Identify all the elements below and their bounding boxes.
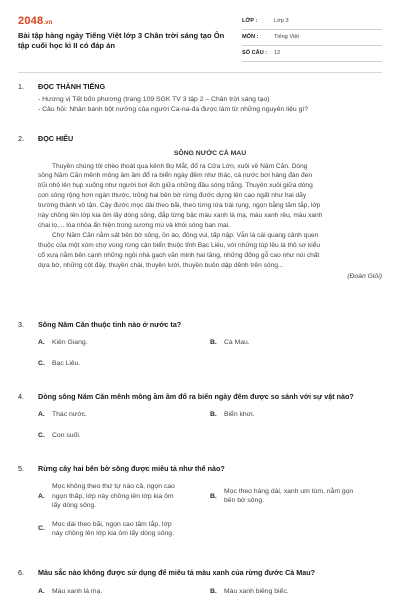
passage-line: thuộc của một xóm chợ vùng rừng cận biển thuộc tỉnh Bạc Liêu, với những túp lều lá thô sơ kiểu: [38, 241, 321, 249]
passage-line: dựa bờ, những cột đáy, thuyền chài, thuyền lưới, thuyền buôn dập dềnh trên sóng...: [38, 261, 284, 269]
title-line: Bài tập hàng ngày Tiếng Việt lớp 3 Chân trời sáng tạo Ôn: [18, 31, 225, 40]
option-letter: B.: [210, 339, 217, 347]
option-line: Mọc không theo thứ tự nào cả, ngọn cao: [52, 483, 175, 491]
option-line: Mọc theo hàng dài, xanh um tùm, nằm gọn: [224, 487, 354, 495]
logo-suffix: .vn: [43, 20, 53, 26]
passage-line: con sông rộng hơn ngàn thước, trông hai bên bờ rừng đước dựng lên cao ngất như hai dãy: [38, 192, 307, 200]
question-title: Màu sắc nào không được sử dụng để miêu tả màu xanh của rừng đước Cà Mau?: [38, 568, 316, 577]
question-line: - Câu hỏi: Nhân bánh bột nướng của người Ca-na-đa được làm từ những nguyên liệu gì?: [38, 105, 309, 113]
option-a[interactable]: [38, 587, 210, 597]
meta-label: SỐ CÂU :: [242, 50, 268, 57]
option-text: Bạc Liêu.: [52, 359, 81, 367]
option-letter: A.: [38, 588, 45, 596]
question-title: Sông Năm Căn thuộc tỉnh nào ở nước ta?: [38, 320, 182, 329]
passage-line: Thuyền chúng tôi chèo thoát qua kênh Bọ Mắt, đổ ra Cửa Lớn, xuôi về Năm Căn. Dòng: [52, 162, 308, 170]
passage-line: trũi nhô lên hụp xuống như người bơi ếch giữa những đầu sóng trắng. Thuyền xuôi giữa dòng: [38, 182, 313, 190]
question-4: [18, 392, 382, 440]
option-c[interactable]: [38, 359, 210, 369]
option-line: bên bờ sông.: [224, 497, 264, 505]
option-a[interactable]: [38, 338, 210, 348]
passage-paragraph-1: [38, 162, 382, 231]
option-c[interactable]: [38, 431, 210, 441]
option-b[interactable]: [210, 482, 382, 511]
option-letter: C.: [38, 431, 45, 439]
logo-text: 2048: [18, 15, 44, 27]
header: [18, 10, 382, 70]
option-letter: B.: [210, 411, 217, 419]
option-letter: A.: [38, 492, 45, 500]
meta-value: 12: [274, 50, 281, 57]
question-title: Rừng cây hai bên bờ sông được miêu tả như thế nào?: [38, 464, 225, 473]
option-a[interactable]: [38, 482, 210, 511]
passage-title: SÔNG NƯỚC CÀ MAU: [173, 150, 247, 158]
question-6: [18, 568, 382, 597]
meta-row-count: [242, 46, 382, 62]
page-title: [18, 31, 233, 52]
question-5: [18, 464, 382, 539]
passage-line: Chợ Năm Căn nằm sát bên bờ sông, ồn ào, đông vui, tấp nập. Vẫn là cái quang cảnh quen: [52, 231, 319, 239]
meta-info: [242, 14, 382, 62]
passage-line: cổ xưa nằm bên cạnh những ngôi nhà gạch văn minh hai tầng, những đống gỗ cao như núi chất: [38, 251, 320, 259]
option-text: Thác nước.: [52, 411, 88, 419]
question-1: [18, 82, 382, 114]
option-letter: A.: [38, 339, 45, 347]
option-line: lấy dòng sông.: [52, 502, 97, 510]
option-letter: C.: [38, 359, 45, 367]
option-text: Kiên Giang.: [52, 339, 88, 347]
question-3: [18, 320, 382, 368]
passage-line: chai lọ,... lòa nhòa ẩn hiện trong sương mù và khói sóng ban mai.: [38, 221, 231, 229]
option-text: Con suối.: [52, 431, 81, 439]
option-line: này chồng lên lớp kia ôm lấy dòng sông.: [52, 530, 174, 538]
question-number: 6.: [18, 568, 24, 577]
question-number: 5.: [18, 464, 24, 473]
option-text: Màu xanh biêng biếc.: [224, 588, 289, 596]
meta-value: Lớp 3: [274, 18, 289, 25]
option-text: [224, 487, 353, 506]
title-line: tập cuối học kì II có đáp án: [18, 41, 116, 51]
passage-line: này chồng lên lớp kia ôm lấy dòng sông, đắp từng bậc màu xanh lá mạ, màu xanh rêu, màu xanh: [38, 212, 323, 220]
passage-line: trường thành vô tận. Cây đước mọc dài theo bãi, theo từng lứa trái rụng, ngọn bằng tăm tắp, lớp: [38, 202, 321, 210]
option-a[interactable]: [38, 410, 210, 420]
header-divider: [18, 72, 382, 73]
option-text: [52, 520, 174, 539]
meta-row-subject: [242, 30, 382, 46]
question-number: 4.: [18, 392, 24, 401]
option-line: ngọn thấp, lớp này chồng lên lớp kia ôm: [52, 492, 174, 500]
option-b[interactable]: [210, 338, 382, 348]
option-text: Biển khơi.: [224, 411, 255, 419]
option-letter: B.: [210, 492, 217, 500]
question-title: ĐỌC THÀNH TIẾNG: [38, 82, 106, 91]
meta-label: LỚP :: [242, 18, 258, 25]
meta-row-class: [242, 14, 382, 30]
question-number: 1.: [18, 82, 24, 91]
option-text: [52, 482, 175, 511]
option-text: Màu xanh lá mạ.: [52, 588, 103, 596]
question-2: [18, 134, 382, 282]
option-c[interactable]: [38, 520, 210, 539]
meta-value: Tiếng Việt: [274, 34, 299, 41]
option-line: Mọc dài theo bãi, ngọn cao tăm tắp, lớp: [52, 520, 172, 528]
option-b[interactable]: [210, 587, 382, 597]
option-letter: A.: [38, 411, 45, 419]
passage-author: (Đoàn Giỏi): [347, 273, 382, 281]
passage-paragraph-2: [38, 231, 382, 271]
option-text: Cà Mau.: [224, 339, 250, 347]
question-number: 2.: [18, 134, 24, 143]
question-title: ĐỌC HIỂU: [38, 134, 74, 143]
question-line: - Hương vị Tết bốn phương (trang 109 SGK TV 3 tập 2 – Chân trời sáng tạo): [38, 96, 270, 104]
passage-line: sông Năm Căn mênh mông ầm ầm đổ ra biển ngày đêm như thác, cá nước bơi hàng đàn đen: [38, 172, 313, 180]
option-letter: C.: [38, 525, 45, 533]
question-title: Dòng sông Năm Căn mênh mông ầm ầm đổ ra biển ngày đêm được so sánh với sự vật nào?: [38, 392, 354, 401]
meta-label: MÔN :: [242, 34, 259, 41]
option-b[interactable]: [210, 410, 382, 420]
question-number: 3.: [18, 320, 24, 329]
site-logo[interactable]: [18, 14, 53, 29]
option-letter: B.: [210, 588, 217, 596]
